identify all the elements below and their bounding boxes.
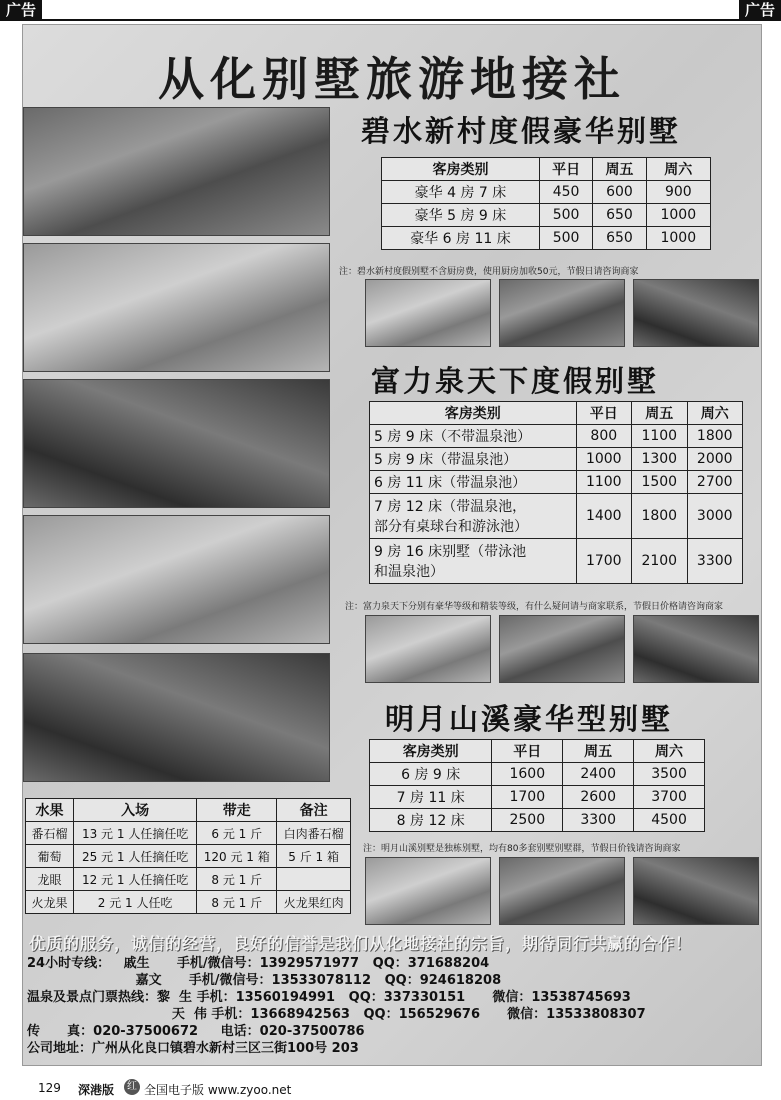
table-header bbox=[370, 740, 705, 763]
cell: 3300 bbox=[687, 539, 743, 584]
cell: 800 bbox=[576, 425, 631, 448]
cell: 3700 bbox=[634, 786, 705, 809]
cell bbox=[277, 868, 351, 891]
cell: 2500 bbox=[492, 809, 563, 832]
villa1-title: 碧水新村度假豪华别墅 bbox=[361, 114, 682, 148]
table-row bbox=[370, 539, 743, 584]
cell: 3000 bbox=[687, 494, 743, 539]
table-row bbox=[370, 471, 743, 494]
page-number: 129 bbox=[38, 1081, 61, 1095]
cell: 1400 bbox=[576, 494, 631, 539]
cell: 650 bbox=[593, 227, 646, 250]
col-weekday: 平日 bbox=[539, 158, 592, 181]
contact-fax-phone: 传 真：020-37500672 电话：020-37500786 bbox=[27, 1024, 365, 1039]
cell bbox=[370, 494, 577, 539]
cell: 5 斤 1 箱 bbox=[277, 845, 351, 868]
villa1-photo-exterior bbox=[365, 279, 491, 347]
table-row bbox=[370, 786, 705, 809]
cell: 7 房 11 床 bbox=[370, 786, 492, 809]
villa1-photo-livingroom bbox=[633, 279, 759, 347]
cell-line: 9 房 16 床别墅（带泳池 bbox=[374, 544, 527, 560]
table-header bbox=[26, 799, 351, 822]
cell: 1000 bbox=[576, 448, 631, 471]
cell: 2600 bbox=[563, 786, 634, 809]
cell: 1800 bbox=[632, 494, 687, 539]
table-header bbox=[370, 402, 743, 425]
villa2-note: 注：富力泉天下分别有豪华等级和精装等级，有什么疑问请与商家联系，节假日价格请咨询商家 bbox=[345, 602, 724, 612]
cell: 3500 bbox=[634, 763, 705, 786]
ad-label-left: 广告 bbox=[0, 0, 42, 20]
col-remark: 备注 bbox=[277, 799, 351, 822]
villa3-photo-exterior bbox=[365, 857, 491, 925]
cell: 5 房 9 床（带温泉池） bbox=[370, 448, 577, 471]
villa1-photo-bedroom bbox=[499, 279, 625, 347]
photo-fruit-picking-2 bbox=[23, 243, 330, 372]
col-weekday: 平日 bbox=[492, 740, 563, 763]
cell: 6 房 11 床（带温泉池） bbox=[370, 471, 577, 494]
cell: 3300 bbox=[563, 809, 634, 832]
table-row bbox=[370, 809, 705, 832]
col-saturday: 周六 bbox=[634, 740, 705, 763]
ad-panel bbox=[22, 24, 762, 1066]
cell: 火龙果 bbox=[26, 891, 74, 914]
photo-longan bbox=[23, 515, 330, 644]
cell: 豪华 6 房 11 床 bbox=[382, 227, 540, 250]
cell: 豪华 5 房 9 床 bbox=[382, 204, 540, 227]
cell: 1100 bbox=[632, 425, 687, 448]
table-row bbox=[370, 425, 743, 448]
contact-ticket-1: 温泉及景点门票热线：黎 生 手机：13560194991 QQ：337330151 微信：13538745693 bbox=[27, 990, 631, 1005]
villa1-note: 注：碧水新村度假别墅不含厨房费，使用厨房加收50元，节假日请咨询商家 bbox=[339, 267, 639, 277]
cell: 龙眼 bbox=[26, 868, 74, 891]
table-row bbox=[370, 763, 705, 786]
cell: 8 房 12 床 bbox=[370, 809, 492, 832]
contact-hotline-2: 嘉文 手机/微信号：13533078112 QQ：924618208 bbox=[27, 973, 502, 988]
cell: 6 元 1 斤 bbox=[197, 822, 277, 845]
cell: 25 元 1 人任摘任吃 bbox=[74, 845, 197, 868]
table-row bbox=[382, 227, 711, 250]
site-link[interactable]: 全国电子版 www.zyoo.net bbox=[144, 1083, 292, 1097]
ad-label-right: 广告 bbox=[739, 0, 781, 20]
villa2-price-table bbox=[369, 401, 743, 584]
villa3-price-table bbox=[369, 739, 705, 832]
photo-food bbox=[23, 379, 330, 508]
page-footer bbox=[0, 1078, 781, 1100]
cell: 1800 bbox=[687, 425, 743, 448]
villa2-photo-bedroom bbox=[499, 615, 625, 683]
cell bbox=[370, 539, 577, 584]
villa3-note: 注：明月山溪别墅是独栋别墅，均有80多套别墅别墅群，节假日价钱请咨询商家 bbox=[363, 844, 681, 854]
edition-badge-icon: 红 bbox=[124, 1079, 140, 1095]
col-room-type: 客房类别 bbox=[370, 740, 492, 763]
col-weekday: 平日 bbox=[576, 402, 631, 425]
col-takeaway: 带走 bbox=[197, 799, 277, 822]
contact-address: 公司地址：广州从化良口镇碧水新村三区三街100号 203 bbox=[27, 1041, 359, 1056]
contact-ticket-2: 天 伟 手机：13668942563 QQ：156529676 微信：13533808307 bbox=[27, 1007, 646, 1022]
col-entry: 入场 bbox=[74, 799, 197, 822]
page-title: 从化别墅旅游地接社 bbox=[158, 52, 626, 106]
col-friday: 周五 bbox=[593, 158, 646, 181]
cell: 1600 bbox=[492, 763, 563, 786]
table-row bbox=[26, 845, 351, 868]
cell: 500 bbox=[539, 204, 592, 227]
villa2-photo-livingroom bbox=[633, 615, 759, 683]
cell: 8 元 1 斤 bbox=[197, 868, 277, 891]
table-row bbox=[26, 891, 351, 914]
cell: 500 bbox=[539, 227, 592, 250]
table-row bbox=[26, 822, 351, 845]
table-row bbox=[370, 448, 743, 471]
cell: 450 bbox=[539, 181, 592, 204]
table-row bbox=[382, 204, 711, 227]
cell: 1100 bbox=[576, 471, 631, 494]
cell: 1000 bbox=[646, 204, 710, 227]
cell: 豪华 4 房 7 床 bbox=[382, 181, 540, 204]
col-friday: 周五 bbox=[563, 740, 634, 763]
cell: 8 元 1 斤 bbox=[197, 891, 277, 914]
table-header bbox=[382, 158, 711, 181]
top-rule bbox=[0, 19, 781, 21]
cell: 火龙果红肉 bbox=[277, 891, 351, 914]
cell: 2700 bbox=[687, 471, 743, 494]
cell: 1700 bbox=[492, 786, 563, 809]
cell: 白肉番石榴 bbox=[277, 822, 351, 845]
col-saturday: 周六 bbox=[646, 158, 710, 181]
cell: 葡萄 bbox=[26, 845, 74, 868]
cell: 600 bbox=[593, 181, 646, 204]
fruit-picking-table bbox=[25, 798, 351, 914]
cell-line: 7 房 12 床（带温泉池， bbox=[374, 499, 527, 515]
cell: 1000 bbox=[646, 227, 710, 250]
cell: 1300 bbox=[632, 448, 687, 471]
cell: 900 bbox=[646, 181, 710, 204]
col-fruit: 水果 bbox=[26, 799, 74, 822]
table-row bbox=[382, 181, 711, 204]
cell: 6 房 9 床 bbox=[370, 763, 492, 786]
col-room-type: 客房类别 bbox=[370, 402, 577, 425]
photo-fruit-picking-1 bbox=[23, 107, 330, 236]
col-saturday: 周六 bbox=[687, 402, 743, 425]
table-row bbox=[370, 494, 743, 539]
cell: 2 元 1 人任吃 bbox=[74, 891, 197, 914]
cell: 13 元 1 人任摘任吃 bbox=[74, 822, 197, 845]
villa3-photo-livingroom bbox=[633, 857, 759, 925]
slogan: 优质的服务，诚信的经营，良好的信誉是我们从化地接社的宗旨，期待同行共赢的合作！ bbox=[29, 934, 693, 953]
villa3-photo-bedroom bbox=[499, 857, 625, 925]
col-friday: 周五 bbox=[632, 402, 687, 425]
cell: 650 bbox=[593, 204, 646, 227]
villa3-title: 明月山溪豪华型别墅 bbox=[385, 702, 674, 736]
table-row bbox=[26, 868, 351, 891]
cell: 4500 bbox=[634, 809, 705, 832]
col-room-type: 客房类别 bbox=[382, 158, 540, 181]
photo-grapes bbox=[23, 653, 330, 782]
villa2-photo-exterior bbox=[365, 615, 491, 683]
edition-label: 深港版 bbox=[78, 1083, 115, 1097]
cell-line: 部分有桌球台和游泳池） bbox=[374, 519, 528, 535]
cell: 番石榴 bbox=[26, 822, 74, 845]
cell: 120 元 1 箱 bbox=[197, 845, 277, 868]
cell: 2400 bbox=[563, 763, 634, 786]
cell: 1700 bbox=[576, 539, 631, 584]
villa2-title: 富力泉天下度假别墅 bbox=[371, 364, 660, 398]
cell: 2000 bbox=[687, 448, 743, 471]
villa1-price-table bbox=[381, 157, 711, 250]
contact-hotline-1: 24小时专线： 戚生 手机/微信号：13929571977 QQ：371688204 bbox=[27, 956, 490, 971]
cell: 5 房 9 床（不带温泉池） bbox=[370, 425, 577, 448]
cell-line: 和温泉池） bbox=[374, 564, 444, 580]
cell: 12 元 1 人任摘任吃 bbox=[74, 868, 197, 891]
cell: 2100 bbox=[632, 539, 687, 584]
cell: 1500 bbox=[632, 471, 687, 494]
